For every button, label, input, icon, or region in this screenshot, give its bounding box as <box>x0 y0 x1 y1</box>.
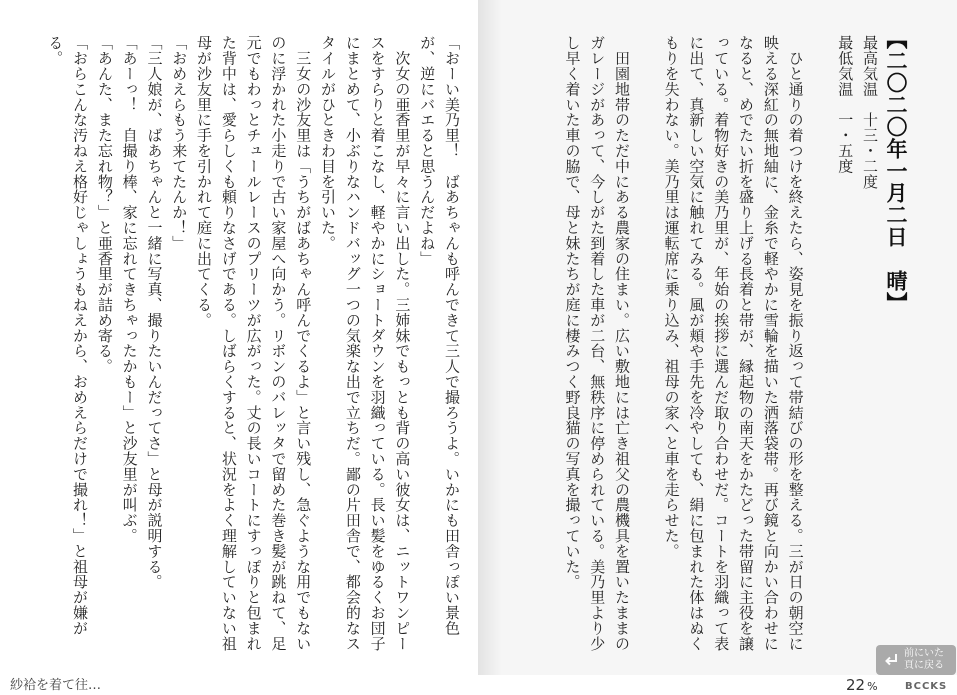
diary-date-heading: 【二〇二〇年一月二日 晴】 <box>884 28 908 314</box>
back-to-previous-page-button[interactable] <box>876 645 956 675</box>
right-page-body: 最高気温 十三・二度 最低気温 一・五度 ひと通りの着つけを終えたら、姿見を振り返って帯結びの形を整える。三が日の朝空に映える深紅の無地紬に、金糸で軽やかに雪輪を描いた洒落袋帯。再び鏡と向かい合わせになると、めでたい折を盛り上げる長着と帯が、縁起物の南天をかたどった帯留に主役を譲っている。着物好きの美乃里が、年始の挨拶に選んだ取り合わせだ。コートを羽織って表に出て、真新しい空気に触れてみる。風が頬や手先を冷やしても、絹に包まれた体はぬくもりを失わない。美乃里は運転席に乗り込み、祖母の家へと車を走らせた。 田園地帯のただ中にある農家の住まい。広い敷地には亡き祖父の農機具を置いたままのガレージがあって、今しがた到着した車が二台、無秩序に停められている。美乃里より少し早く着いた車の脇で、母と妹たちが庭に棲みつく野良猫の写真を撮っていた。 <box>563 35 879 651</box>
return-arrow-icon <box>880 649 902 671</box>
left-page-body: 「おーい美乃里！ ばあちゃんも呼んできて三人で撮ろうよ。いかにも田舎っぽい景色が、逆にバエると思うんだよね」 次女の亜香里が早々に言い出した。三姉妹でもっとも背の高い彼女は、ニットワンピースをすらりと着こなし、軽やかにショートダウンを羽織っている。長い髪をゆるくお団子にまとめて、小ぶりなハンドバッグ一つの気楽な出で立ちだ。鄙の片田舎で、都会的なスタイルがひときわ目を引いた。 三女の沙友里は「うちがばあちゃん呼んでくるよ」と言い残し、急ぐような用でもないのに浮かれた小走りで古い家屋へ向かう。リボンのバレッタで留めた巻き髪が跳ねて、足元でもわっとチュールレースのプリーツが広がった。丈の長いコートにすっぽりと包まれた背中は、愛らしくも頼りなさげである。しばらくすると、状況をよく理解していない祖母が沙友里に手を引かれて庭に出てくる。 「おめえらもう来てたんか！」 「三人娘が、ばあちゃんと一緒に写真、撮りたいんだってさ」と母が説明する。 「あーっ！ 自撮り棒、家に忘れてきちゃったかもー」と沙友里が叫ぶ。 「あんた、また忘れ物？」と亜香里が詰め寄る。 「おらこんな汚ねえ格好じゃしょうもねえから、おめえらだけで撮れ！」と祖母が嫌がる。 <box>46 35 461 651</box>
reader-footer <box>0 675 957 695</box>
left-page[interactable] <box>0 0 478 675</box>
right-page[interactable] <box>478 0 957 675</box>
reading-progress <box>846 676 878 694</box>
progress-unit: % <box>867 680 878 693</box>
back-button-label: 前にいた 頁に戻る <box>904 648 944 671</box>
running-head: 紗袷を着て往… <box>10 678 102 693</box>
brand-logo: BCCKS <box>905 681 948 692</box>
progress-value: 22 <box>846 676 866 694</box>
